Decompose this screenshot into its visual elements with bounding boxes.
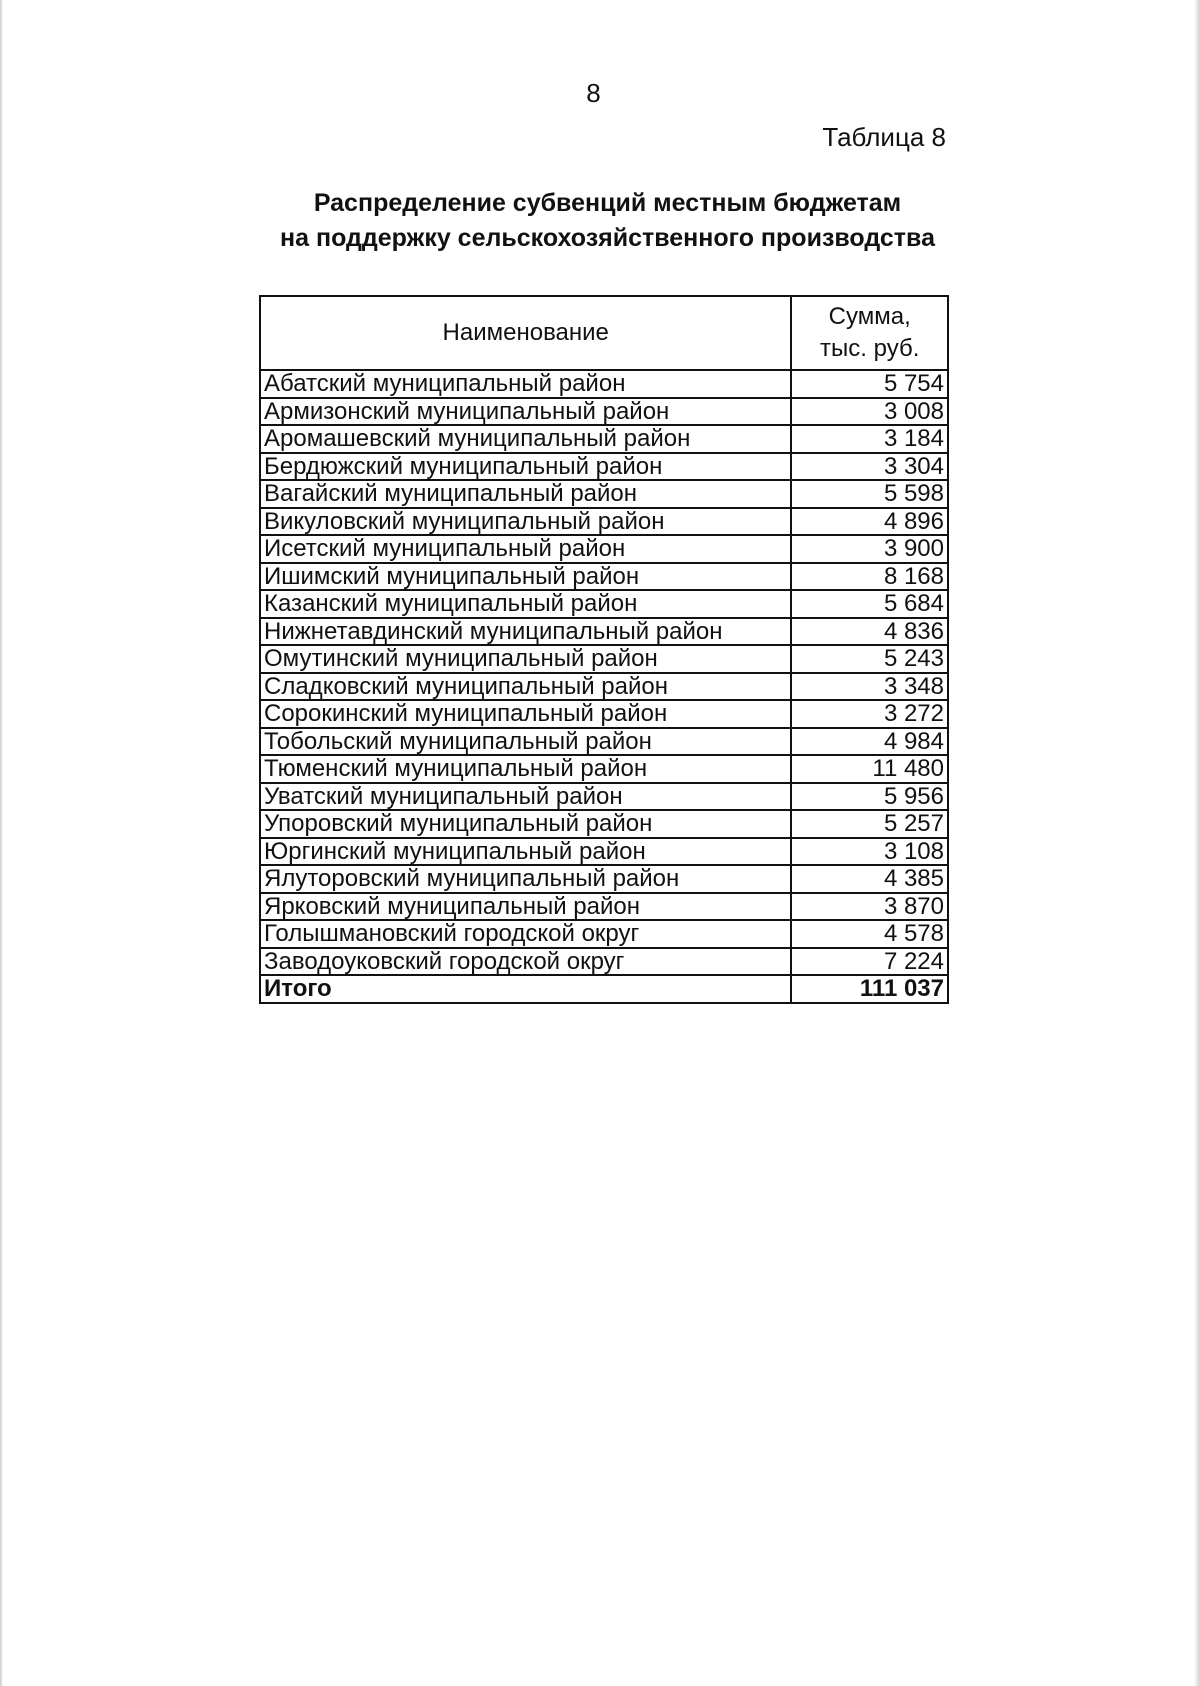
row-name: Казанский муниципальный район [260,590,791,618]
total-row [260,975,948,1003]
table-row [260,425,948,453]
row-amount: 4 896 [791,508,948,536]
page-number: 8 [586,78,601,108]
row-amount: 4 578 [791,920,948,948]
row-name: Исетский муниципальный район [260,535,791,563]
table-row [260,700,948,728]
row-name: Армизонский муниципальный район [260,398,791,426]
row-amount: 5 754 [791,370,948,398]
header-amount-line-2: тыс. руб. [820,335,920,362]
total-amount: 111 037 [791,975,948,1003]
table-row [260,673,948,701]
table-row [260,755,948,783]
table-row [260,535,948,563]
row-name: Заводоуковский городской округ [260,948,791,976]
table-row [260,865,948,893]
table-row [260,810,948,838]
row-name: Ялуторовский муниципальный район [260,865,791,893]
row-amount: 11 480 [791,755,948,783]
row-name: Голышмановский городской округ [260,920,791,948]
row-amount: 8 168 [791,563,948,591]
table-row [260,893,948,921]
row-name: Сладковский муниципальный район [260,673,791,701]
row-amount: 5 243 [791,645,948,673]
row-name: Абатский муниципальный район [260,370,791,398]
row-name: Нижнетавдинский муниципальный район [260,618,791,646]
table-row [260,590,948,618]
table-row [260,563,948,591]
row-amount: 3 008 [791,398,948,426]
row-name: Уватский муниципальный район [260,783,791,811]
row-amount: 3 108 [791,838,948,866]
row-amount: 5 684 [791,590,948,618]
row-name: Юргинский муниципальный район [260,838,791,866]
row-name: Вагайский муниципальный район [260,480,791,508]
header-amount-line-1: Сумма, [828,303,911,330]
document-title-line-2: на поддержку сельскохозяйственного производства [280,224,935,252]
row-name: Ярковский муниципальный район [260,893,791,921]
table-caption: Таблица 8 [822,122,946,152]
row-name: Тюменский муниципальный район [260,755,791,783]
row-amount: 5 956 [791,783,948,811]
table-row [260,508,948,536]
row-name: Тобольский муниципальный район [260,728,791,756]
row-amount: 3 304 [791,453,948,481]
table-row [260,838,948,866]
row-amount: 4 984 [791,728,948,756]
table-row [260,453,948,481]
row-name: Викуловский муниципальный район [260,508,791,536]
table-header-row [260,296,948,370]
document-title [0,186,1200,256]
row-amount: 4 385 [791,865,948,893]
row-amount: 7 224 [791,948,948,976]
row-name: Бердюжский муниципальный район [260,453,791,481]
row-name: Ишимский муниципальный район [260,563,791,591]
table-row [260,728,948,756]
header-name: Наименование [260,296,791,370]
row-amount: 3 900 [791,535,948,563]
row-name: Упоровский муниципальный район [260,810,791,838]
table-row [260,480,948,508]
row-name: Омутинский муниципальный район [260,645,791,673]
table-row [260,645,948,673]
table-row [260,370,948,398]
table-row [260,920,948,948]
table-row [260,783,948,811]
row-amount: 3 870 [791,893,948,921]
table-row [260,948,948,976]
row-name: Сорокинский муниципальный район [260,700,791,728]
row-amount: 3 348 [791,673,948,701]
row-amount: 5 257 [791,810,948,838]
row-name: Аромашевский муниципальный район [260,425,791,453]
row-amount: 3 272 [791,700,948,728]
subventions-table [259,295,949,1004]
row-amount: 3 184 [791,425,948,453]
row-amount: 4 836 [791,618,948,646]
header-amount [791,296,948,370]
total-label: Итого [260,975,791,1003]
row-amount: 5 598 [791,480,948,508]
table-body [260,370,948,1003]
table-row [260,398,948,426]
table-row [260,618,948,646]
document-title-line-1: Распределение субвенций местным бюджетам [313,189,902,217]
